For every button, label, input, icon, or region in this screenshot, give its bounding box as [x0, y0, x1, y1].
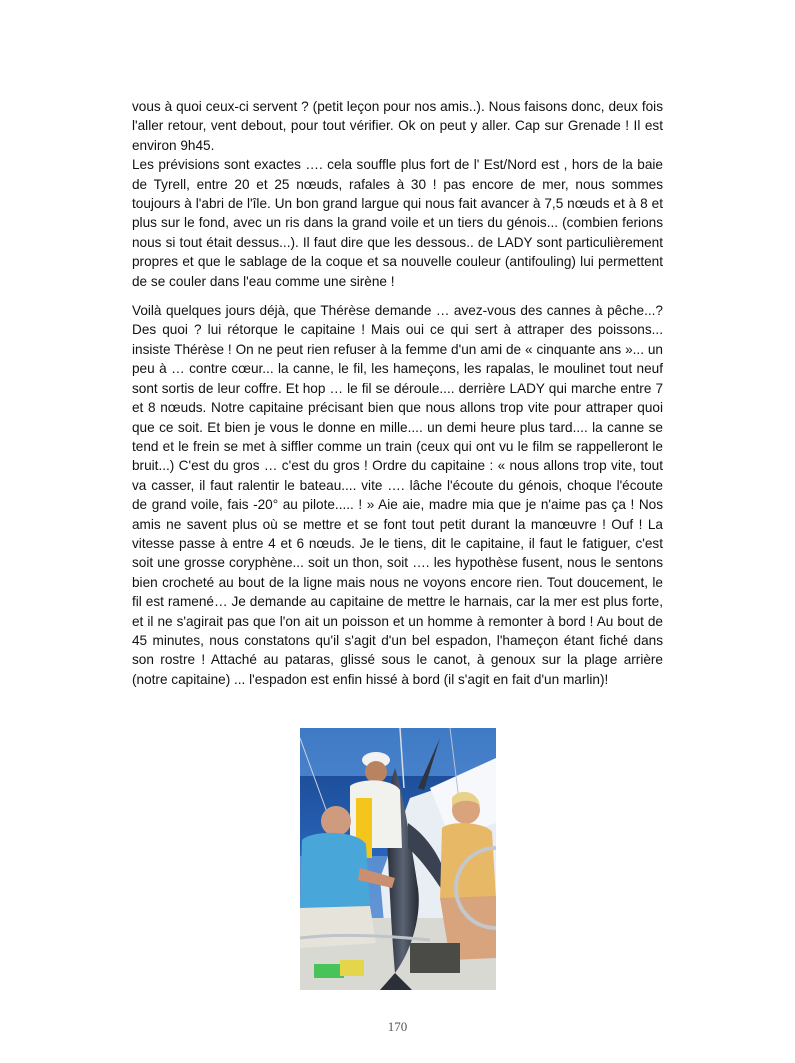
- marlin-photo: [300, 728, 496, 990]
- paragraph-1: vous à quoi ceux-ci servent ? (petit leçon pour nos amis..). Nous faisons donc, deux fois l'aller retour, vent debout, pour tout vérifier. Ok on peut y aller. Cap sur Grenade ! Il est environ 9h45.: [132, 99, 663, 153]
- paragraph-3: Voilà quelques jours déjà, que Thérèse demande … avez-vous des cannes à pêche...? Des quoi ? lui rétorque le capitaine ! Mais oui ce qui sert à attraper des poissons... insiste Thérèse ! On ne peut rien refuser à la femme d'un ami de « cinquante ans »... un peu à … contre cœur... la canne, le fil, les hameçons, les rapalas, le moulinet tout neuf sont sortis de leur coffre. Et hop … le fil se déroule.... derrière LADY qui marche entre 7 et 8 nœuds. Notre capitaine précisant bien que nous allons trop vite pour attraper quoi que ce soit. Et bien je vous le donne en mille.... un demi heure plus tard.... la canne se tend et le frein se met à siffler comme un train (ceux qui ont vu le film se rappelleront le bruit...) C'est du gros … c'est du gros ! Ordre du capitaine : « nous allons trop vite, tout va casser, il faut ralentir le bateau.... vite …. lâche l'écoute du génois, choque l'écoute de grand voile, fais -20° au pilote..... ! » Aie aie, madre mia que je n'aime pas ça ! Nos amis ne savent plus où se mettre et se font tout petit durant la manœuvre ! Ouf ! La vitesse passe à entre 4 et 6 nœuds. Je le tiens, dit le capitaine, il faut le fatiguer, c'est soit une grosse coryphène... soit un thon, soit …. les hypothèse fusent, nous le sentons bien crocheté au bout de la ligne mais nous ne voyons encore rien. Tout doucement, le fil est ramené… Je demande au capitaine de mettre le harnais, car la mer est plus forte, et il ne s'agirait pas que l'on ait un poisson et un homme à remonter à bord ! Au bout de 45 minutes, nous constatons qu'il s'agit d'un bel espadon, l'hameçon étant fiché dans son rostre ! Attaché au pataras, glissé sous le canot, à genoux sur la plage arrière (notre capitaine) ... l'espadon est enfin hissé à bord (il s'agit en fait d'un marlin)!: [132, 303, 663, 687]
- paragraph-2: Les prévisions sont exactes …. cela souffle plus fort de l' Est/Nord est , hors de la baie de Tyrell, entre 20 et 25 nœuds, rafales à 30 ! pas encore de mer, nous sommes toujours à l'abri de l'île. Un bon grand largue qui nous fait avancer à 7,5 nœuds et à 8 et plus sur le fond, avec un ris dans la grand voile et un tiers du génois... (combien ferions nous si tout était dessus...). Il faut dire que les dessous.. de LADY sont particulièrement propres et que le sablage de la coque et sa nouvelle couleur (antifouling) lui permettent de se couler dans l'eau comme une sirène !: [132, 157, 663, 289]
- page-number: 170: [387, 1019, 408, 1034]
- body-text: [132, 97, 663, 689]
